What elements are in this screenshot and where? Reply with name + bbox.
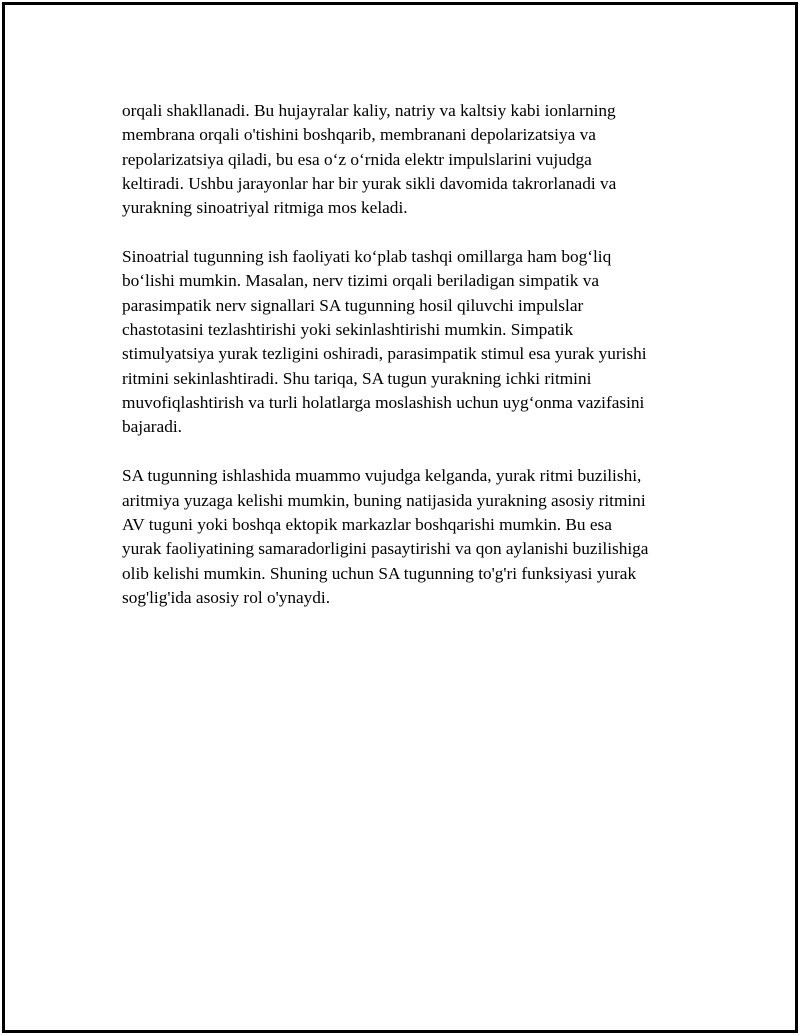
- text-line: membrana orqali o'tishini boshqarib, membranani depolarizatsiya va: [122, 125, 596, 145]
- text-line: yurak faoliyatining samaradorligini pasaytirishi va qon aylanishi buzilishiga: [122, 539, 649, 559]
- document-body: [122, 99, 702, 635]
- text-line: chastotasini tezlashtirishi yoki sekinlashtirishi mumkin. Simpatik: [122, 320, 574, 340]
- text-line: bajaradi.: [122, 417, 182, 437]
- text-line: orqali shakllanadi. Bu hujayralar kaliy, natriy va kaltsiy kabi ionlarning: [122, 101, 616, 120]
- text-line: sog'lig'ida asosiy rol o'ynaydi.: [122, 587, 331, 607]
- text-line: repolarizatsiya qiladi, bu esa o‘z o‘rnida elektr impulslarini vujudga: [122, 149, 592, 169]
- text-line: aritmiya yuzaga kelishi mumkin, buning natijasida yurakning asosiy ritmini: [122, 490, 646, 510]
- text-line: SA tugunning ishlashida muammo vujudga kelganda, yurak ritmi buzilishi,: [122, 466, 642, 486]
- paragraph-3: [122, 464, 702, 610]
- text-line: stimulyatsiya yurak tezligini oshiradi, parasimpatik stimul esa yurak yurishi: [122, 344, 647, 364]
- text-line: keltiradi. Ushbu jarayonlar har bir yurak sikli davomida takrorlanadi va: [122, 174, 617, 194]
- text-line: bo‘lishi mumkin. Masalan, nerv tizimi orqali beriladigan simpatik va: [122, 271, 600, 291]
- text-line: Sinoatrial tugunning ish faoliyati ko‘plab tashqi omillarga ham bog‘liq: [122, 247, 612, 267]
- text-line: muvofiqlashtirish va turli holatlarga moslashish uchun uyg‘onma vazifasini: [122, 393, 645, 413]
- paragraph-2: [122, 245, 702, 440]
- text-line: AV tuguni yoki boshqa ektopik markazlar boshqarishi mumkin. Bu esa: [122, 514, 612, 534]
- paragraph-1: [122, 99, 702, 221]
- text-line: ritmini sekinlashtiradi. Shu tariqa, SA tugun yurakning ichki ritmini: [122, 368, 592, 388]
- page: [2, 2, 798, 1033]
- text-line: parasimpatik nerv signallari SA tugunning hosil qiluvchi impulslar: [122, 295, 584, 315]
- text-line: yurakning sinoatriyal ritmiga mos keladi.: [122, 198, 408, 218]
- text-line: olib kelishi mumkin. Shuning uchun SA tugunning to'g'ri funksiyasi yurak: [122, 563, 637, 583]
